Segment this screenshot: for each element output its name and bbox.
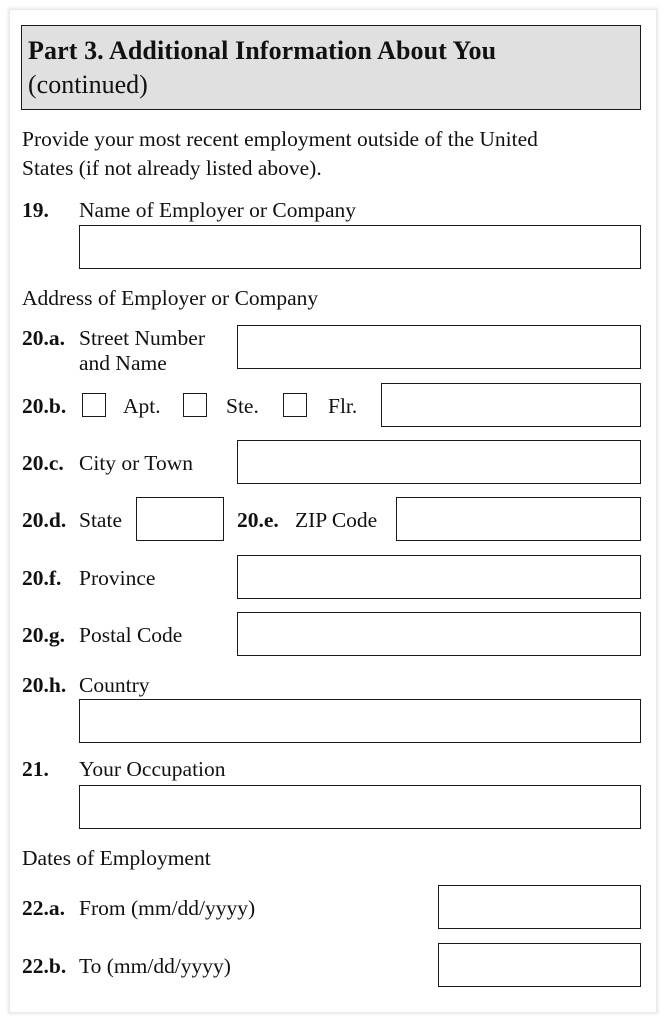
q21-label: Your Occupation <box>79 757 226 781</box>
intro-line-1: Provide your most recent employment outside of the United <box>22 127 538 151</box>
q20c-label: City or Town <box>79 451 193 475</box>
postal-code-input[interactable] <box>237 612 641 656</box>
section-subtitle: (continued) <box>28 70 148 99</box>
street-input[interactable] <box>237 325 641 369</box>
flr-checkbox[interactable] <box>283 393 307 417</box>
ste-label: Ste. <box>226 394 259 418</box>
country-input[interactable] <box>79 699 641 743</box>
employer-name-input[interactable] <box>79 225 641 269</box>
q22b-label: To (mm/dd/yyyy) <box>79 954 231 978</box>
q20e-number: 20.e. <box>237 508 279 532</box>
q20h-label: Country <box>79 673 150 697</box>
apt-checkbox[interactable] <box>82 393 106 417</box>
q19-label: Name of Employer or Company <box>79 198 357 222</box>
q19-number: 19. <box>22 198 49 222</box>
q20f-label: Province <box>79 566 156 590</box>
q20a-label-line1: Street Number <box>79 326 205 350</box>
q21-number: 21. <box>22 757 49 781</box>
zip-input[interactable] <box>396 497 641 541</box>
q20d-label: State <box>79 508 122 532</box>
province-input[interactable] <box>237 555 641 599</box>
flr-label: Flr. <box>328 394 358 418</box>
q22a-number: 22.a. <box>22 896 65 920</box>
q20f-number: 20.f. <box>22 566 62 590</box>
city-input[interactable] <box>237 440 641 484</box>
to-date-input[interactable] <box>438 943 641 987</box>
q22a-label: From (mm/dd/yyyy) <box>79 896 256 920</box>
q20d-number: 20.d. <box>22 508 67 532</box>
from-date-input[interactable] <box>438 885 641 929</box>
q20e-label: ZIP Code <box>295 508 378 532</box>
q20c-number: 20.c. <box>22 451 64 475</box>
state-input[interactable] <box>136 497 224 541</box>
occupation-input[interactable] <box>79 785 641 829</box>
intro-line-2: States (if not already listed above). <box>22 156 322 180</box>
dates-heading: Dates of Employment <box>22 846 211 870</box>
q20b-number: 20.b. <box>22 394 67 418</box>
q20a-number: 20.a. <box>22 326 65 350</box>
ste-checkbox[interactable] <box>183 393 207 417</box>
section-header <box>21 25 641 110</box>
apt-label: Apt. <box>123 394 161 418</box>
q20a-label-line2: and Name <box>79 351 167 375</box>
section-title: Part 3. Additional Information About You <box>28 36 497 65</box>
q20g-number: 20.g. <box>22 623 65 647</box>
apt-ste-flr-number-input[interactable] <box>381 383 641 427</box>
q20h-number: 20.h. <box>22 673 67 697</box>
address-heading: Address of Employer or Company <box>22 286 319 310</box>
q20g-label: Postal Code <box>79 623 183 647</box>
q22b-number: 22.b. <box>22 954 67 978</box>
